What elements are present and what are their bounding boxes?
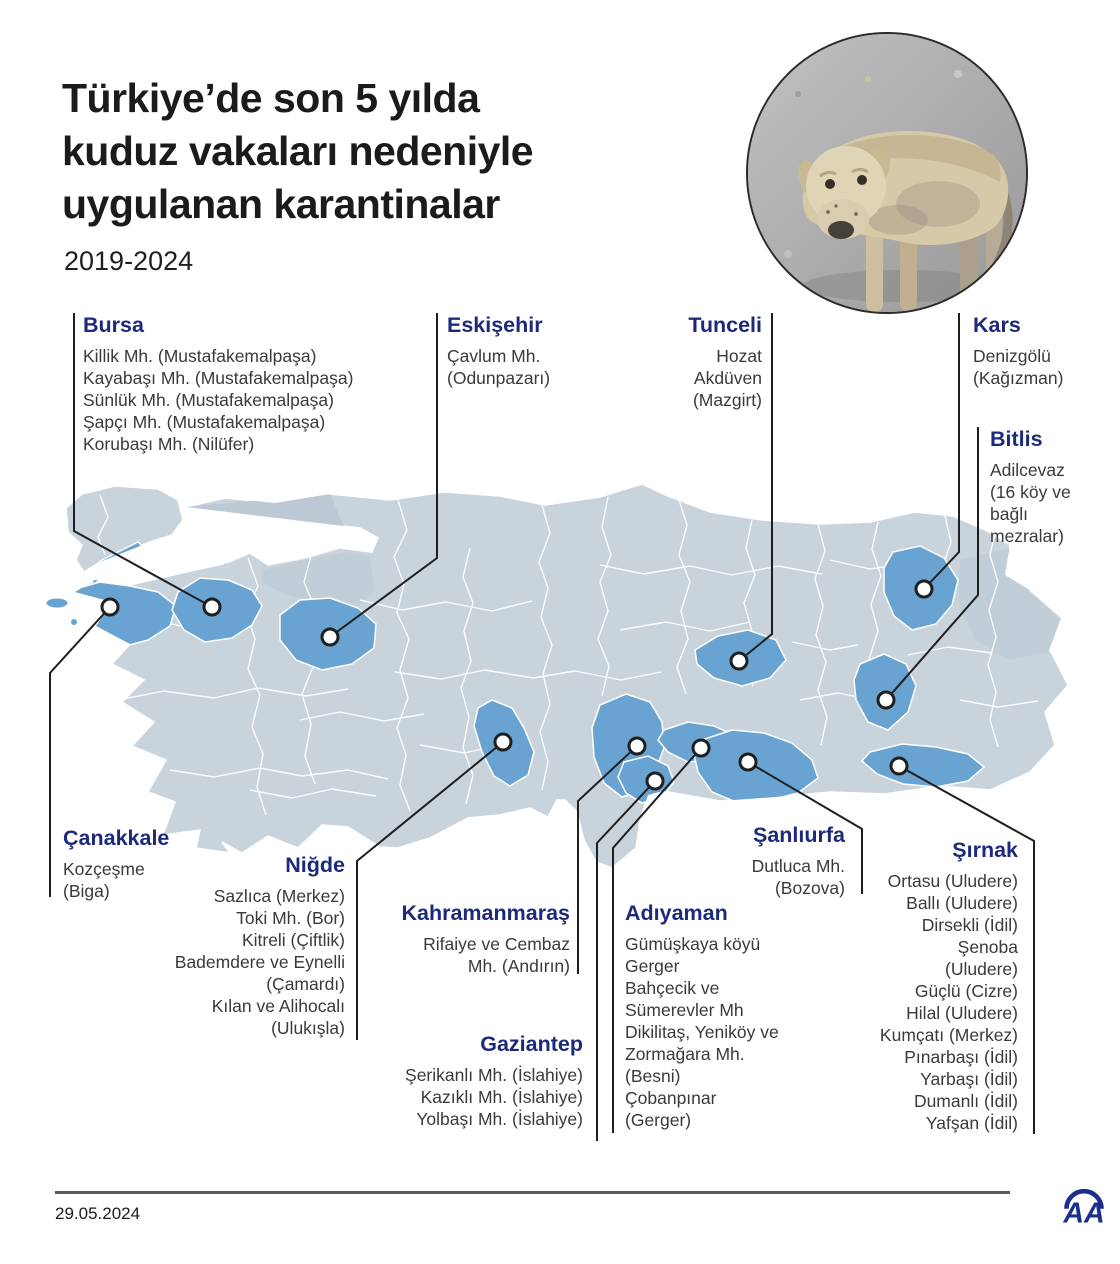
quarantine-location: (Ulukışla) (271, 1018, 345, 1038)
quarantine-location: Ballı (Uludere) (906, 893, 1018, 913)
page-title-line: Türkiye’de son 5 yılda (62, 75, 480, 121)
quarantine-location: (Odunpazarı) (447, 368, 551, 388)
province-name: Bursa (83, 313, 144, 337)
quarantine-location: Güçlü (Cizre) (914, 981, 1018, 1001)
map-island-bozcaada (71, 619, 78, 626)
quarantine-location: (Mazgirt) (692, 390, 762, 410)
province-label-gaziantep (405, 1032, 583, 1130)
quarantine-location: Toki Mh. (Bor) (236, 908, 345, 928)
province-name: Kars (973, 313, 1021, 337)
quarantine-location: Kozçeşme (63, 859, 145, 879)
marker-sanliurfa (740, 754, 756, 770)
quarantine-location: Çobanpınar (625, 1088, 717, 1108)
map-island-gokceada (46, 598, 68, 608)
marker-kars (916, 581, 932, 597)
quarantine-location: Sümerevler Mh (625, 1000, 744, 1020)
quarantine-location: Zormağara Mh. (625, 1044, 745, 1064)
province-label-kars (973, 313, 1063, 389)
date-range-subtitle: 2019-2024 (64, 246, 194, 276)
footer-divider (55, 1191, 1010, 1194)
marker-adiyaman (693, 740, 709, 756)
province-name: Şanlıurfa (753, 823, 845, 847)
quarantine-location: Bahçecik ve (625, 978, 720, 998)
quarantine-location: Kılan ve Alihocalı (211, 996, 345, 1016)
quarantine-location: Dumanlı (İdil) (913, 1091, 1018, 1111)
province-label-bitlis (990, 427, 1071, 547)
anadolu-agency-logo (1060, 1180, 1108, 1232)
quarantine-location: (Biga) (63, 881, 110, 901)
quarantine-location: Denizgölü (973, 346, 1051, 366)
quarantine-location: Kayabaşı Mh. (Mustafakemalpaşa) (83, 368, 354, 388)
quarantine-location: Pınarbaşı (İdil) (904, 1047, 1018, 1067)
province-name: Bitlis (990, 427, 1043, 451)
map-anatolia (75, 484, 1068, 868)
province-name: Niğde (285, 853, 345, 877)
quarantine-location: Kumçatı (Merkez) (879, 1025, 1018, 1045)
quarantine-location: (Gerger) (625, 1110, 692, 1130)
marker-nigde (495, 734, 511, 750)
aa-logo-text: AA (1063, 1197, 1105, 1230)
quarantine-location: (Uludere) (945, 959, 1018, 979)
quarantine-location: mezralar) (990, 526, 1064, 546)
province-name: Adıyaman (625, 901, 728, 925)
quarantine-location: Yafşan (İdil) (925, 1113, 1018, 1133)
quarantine-location: Killik Mh. (Mustafakemalpaşa) (83, 346, 317, 366)
quarantine-location: Sünlük Mh. (Mustafakemalpaşa) (83, 390, 334, 410)
province-label-sanliurfa (752, 823, 845, 899)
province-label-sirnak (880, 838, 1018, 1134)
marker-bitlis (878, 692, 894, 708)
quarantine-location: Şapçı Mh. (Mustafakemalpaşa) (83, 412, 326, 432)
quarantine-location: (Bozova) (774, 878, 845, 898)
province-label-tunceli (688, 313, 762, 411)
province-label-canakkale (63, 826, 169, 902)
quarantine-location: (Besni) (625, 1066, 681, 1086)
quarantine-location: Yolbaşı Mh. (İslahiye) (416, 1109, 583, 1129)
province-name: Tunceli (688, 313, 762, 337)
marker-canakkale (102, 599, 118, 615)
quarantine-location: Akdüven (693, 368, 762, 388)
province-label-bursa (83, 313, 353, 455)
quarantine-location: (Kağızman) (973, 368, 1064, 388)
quarantine-location: Hilal (Uludere) (906, 1003, 1018, 1023)
quarantine-location: Gerger (625, 956, 680, 976)
quarantine-location: Dutluca Mh. (751, 856, 845, 876)
quarantine-location: Korubaşı Mh. (Nilüfer) (83, 434, 255, 454)
quarantine-location: bağlı (990, 504, 1028, 524)
page-title-line: kuduz vakaları nedeniyle (62, 128, 534, 174)
quarantine-location: Şenoba (957, 937, 1018, 957)
quarantine-location: Dirsekli (İdil) (921, 915, 1018, 935)
quarantine-location: Şerikanlı Mh. (İslahiye) (405, 1065, 583, 1085)
province-name: Şırnak (952, 838, 1018, 862)
quarantine-location: Yarbaşı (İdil) (920, 1069, 1018, 1089)
quarantine-location: Mh. (Andırın) (467, 956, 570, 976)
page-title-line: uygulanan karantinalar (62, 181, 500, 227)
province-label-adiyaman (625, 901, 779, 1131)
quarantine-location: (Çamardı) (266, 974, 345, 994)
province-label-nigde (175, 853, 345, 1039)
quarantine-location: Hozat (716, 346, 762, 366)
quarantine-location: Bademdere ve Eynelli (174, 952, 345, 972)
map-landmass (66, 484, 1068, 868)
quarantine-location: Rifaiye ve Cembaz (423, 934, 570, 954)
marker-tunceli (731, 653, 747, 669)
quarantine-location: Dikilitaş, Yeniköy ve (625, 1022, 779, 1042)
province-name: Eskişehir (447, 313, 543, 337)
quarantine-location: Gümüşkaya köyü (625, 934, 761, 954)
province-label-eskisehir (447, 313, 550, 389)
publication-date: 29.05.2024 (55, 1204, 141, 1223)
marker-sirnak (891, 758, 907, 774)
province-label-kahramanmaras (401, 901, 570, 977)
quarantine-location: Kazıklı Mh. (İslahiye) (420, 1087, 583, 1107)
province-name: Çanakkale (63, 826, 170, 850)
marker-gaziantep (647, 773, 663, 789)
marker-bursa (204, 599, 220, 615)
province-name: Gaziantep (480, 1032, 583, 1056)
marker-kahramanmaras (629, 738, 645, 754)
quarantine-location: Sazlıca (Merkez) (213, 886, 345, 906)
quarantine-location: Adilcevaz (990, 460, 1065, 480)
marker-eskisehir (322, 629, 338, 645)
quarantine-location: Çavlum Mh. (447, 346, 541, 366)
province-name: Kahramanmaraş (401, 901, 570, 925)
quarantine-location: (16 köy ve (990, 482, 1071, 502)
quarantine-location: Kitreli (Çiftlik) (241, 930, 345, 950)
quarantine-location: Ortasu (Uludere) (887, 871, 1018, 891)
